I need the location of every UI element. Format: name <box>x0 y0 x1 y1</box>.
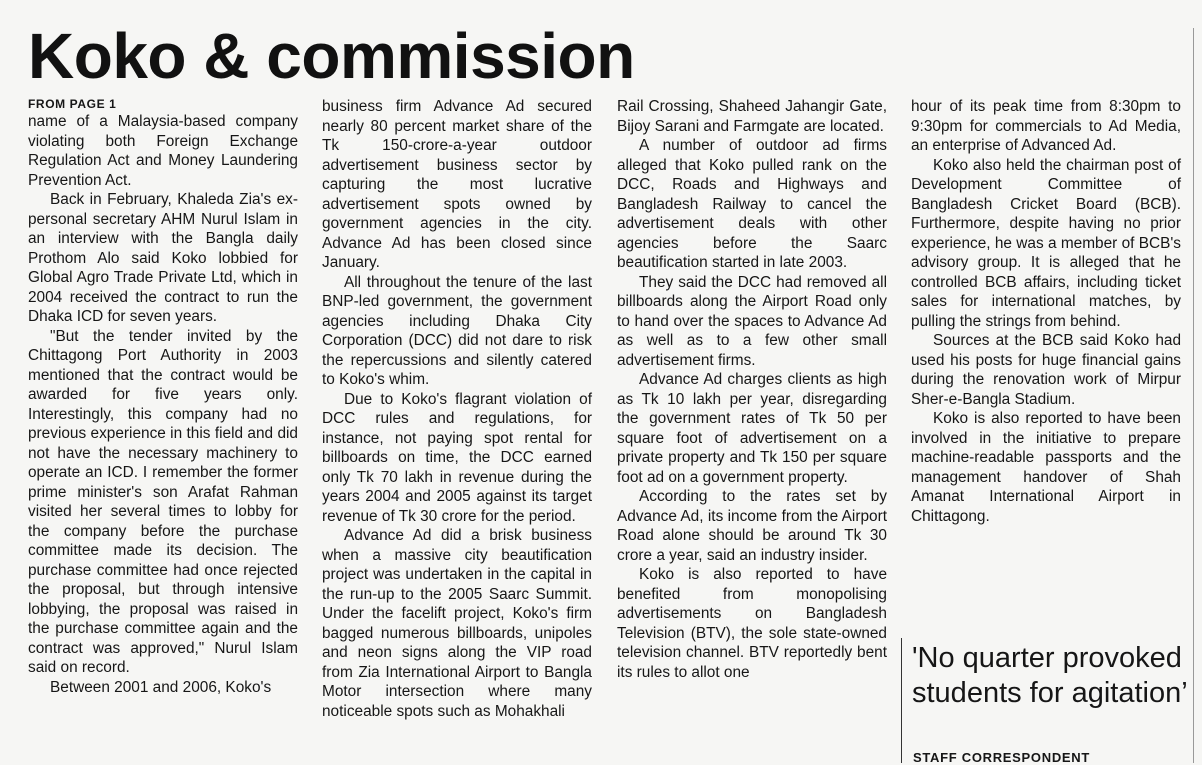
sidebar-headline: 'No quarter provoked students for agitation’ <box>912 642 1188 709</box>
paragraph: Back in February, Khaleda Zia's ex-personal secretary AHM Nurul Islam in an interview with the Bangla daily Prothom Alo said Koko lobbied for Global Agro Trade Private Ltd, which in 2004 received the contract to run the Dhaka ICD for seven years. <box>28 191 298 325</box>
sidebar-byline: STAFF CORRESPONDENT <box>913 750 1091 765</box>
paragraph: Advance Ad charges clients as high as Tk 10 lakh per year, disregarding the government rates of Tk 50 per square foot of advertisement on a private property and Tk 150 per square foot ad on a government property. <box>617 371 887 486</box>
paragraph: A number of outdoor ad firms alleged that Koko pulled rank on the DCC, Roads and Highways and Bangladesh Railway to cancel the advertisement deals with other agencies before the Saarc beautification started in late 2003. <box>617 137 887 271</box>
article-column-2 <box>322 97 592 721</box>
headline: Koko & commission <box>28 20 635 92</box>
article-column-3 <box>617 97 887 682</box>
sidebar-rule <box>901 638 902 763</box>
paragraph: They said the DCC had removed all billboards along the Airport Road only to hand over the spaces to Advance Ad as well as to a few other small advertisement firms. <box>617 273 887 369</box>
paragraph: "But the tender invited by the Chittagong Port Authority in 2003 mentioned that the contract would be awarded for five years only. Interestingly, this company had no previous experience in this field and did not have the necessary machinery to operate an ICD. I remember the former prime minister's son Arafat Rahman visited her several times to lobby for the company before the purchase committee made its decision. The purchase committee had once rejected the proposal, but through intensive lobbying, the proposal was raised in the purchase committee again and the contract was approved," Nurul Islam said on record. <box>28 327 298 676</box>
from-page-label: FROM PAGE 1 <box>28 97 117 111</box>
article-column-1 <box>28 97 298 697</box>
paragraph: According to the rates set by Advance Ad, its income from the Airport Road alone should be around Tk 30 crore a year, said an industry insider. <box>617 488 887 564</box>
paragraph: Koko is also reported to have been involved in the initiative to prepare machine-readable passports and the management handover of Shah Amanat International Airport in Chittagong. <box>911 410 1181 525</box>
paragraph: Due to Koko's flagrant violation of DCC rules and regulations, for instance, not paying spot rental for billboards on time, the DCC earned only Tk 70 lakh in revenue during the years 2004 and 2005 against its target revenue of Tk 30 crore for the period. <box>322 390 592 525</box>
paragraph: Sources at the BCB said Koko had used his posts for huge financial gains during the renovation work of Mirpur Sher-e-Bangla Stadium. <box>911 332 1181 408</box>
article-column-4 <box>911 97 1181 526</box>
paragraph: business firm Advance Ad secured nearly 80 percent market share of the Tk 150-crore-a-year outdoor advertisement business sector by capturing the most lucrative advertisement spots owned by government agencies in the city. Advance Ad has been closed since January. <box>322 98 592 271</box>
paragraph: name of a Malaysia-based company violating both Foreign Exchange Regulation Act and Money Laundering Prevention Act. <box>28 113 298 189</box>
paragraph: Rail Crossing, Shaheed Jahangir Gate, Bijoy Sarani and Farmgate are located. <box>617 98 887 135</box>
paragraph: Between 2001 and 2006, Koko's <box>50 678 272 696</box>
paragraph: Koko is also reported to have benefited from monopolising advertisements on Bangladesh Television (BTV), the sole state-owned television channel. BTV reportedly bent its rules to allot one <box>617 566 887 681</box>
paragraph: hour of its peak time from 8:30pm to 9:30pm for commercials to Ad Media, an enterprise of Advanced Ad. <box>911 98 1181 154</box>
paragraph: Advance Ad did a brisk business when a massive city beautification project was undertaken in the capital in the run-up to the 2005 Saarc Summit. Under the facelift project, Koko's firm bagged numerous billboards, unipoles and neon signs along the VIP road from Zia International Airport to Bangla Motor intersection where many noticeable spots such as Mohakhali <box>322 527 592 720</box>
paragraph: All throughout the tenure of the last BNP-led government, the government agencies including Dhaka City Corporation (DCC) did not dare to risk the repercussions and silently catered to Koko's whim. <box>322 273 592 388</box>
paragraph: Koko also held the chairman post of Development Committee of Bangladesh Cricket Board (BCB). Furthermore, despite having no prior experience, he was a member of BCB's advisory group. It is alleged that he controlled BCB affairs, including ticket sales for international matches, by pulling the strings from behind. <box>911 156 1181 330</box>
column-rule <box>1193 28 1194 763</box>
